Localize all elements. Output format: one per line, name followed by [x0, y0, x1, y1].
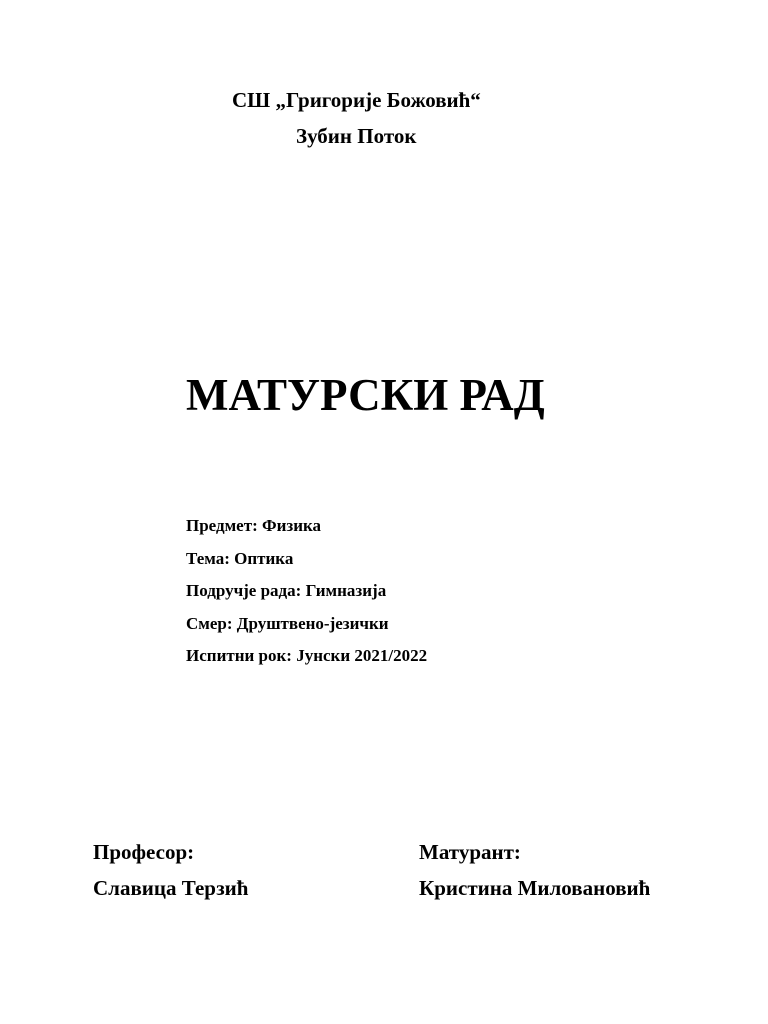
detail-field: Подручје рада: Гимназија: [186, 581, 387, 600]
school-location: Зубин Поток: [296, 124, 417, 148]
thesis-details-list: [186, 514, 427, 677]
detail-exam-term: Испитни рок: Јунски 2021/2022: [186, 646, 428, 665]
document-title: МАТУРСКИ РАД: [186, 370, 545, 420]
student-name: Кристина Миловановић: [419, 876, 651, 900]
detail-track: Смер: Друштвено-језички: [186, 613, 389, 633]
professor-label: Професор:: [93, 840, 195, 864]
professor-block: [93, 838, 248, 902]
professor-name: Славица Терзић: [93, 876, 249, 900]
detail-topic: Тема: Оптика: [186, 548, 294, 568]
student-block: [419, 838, 650, 902]
school-name: СШ „Григорије Божовић“: [232, 88, 481, 112]
student-label: Матурант:: [419, 840, 521, 864]
detail-subject: Предмет: Физика: [186, 516, 322, 535]
